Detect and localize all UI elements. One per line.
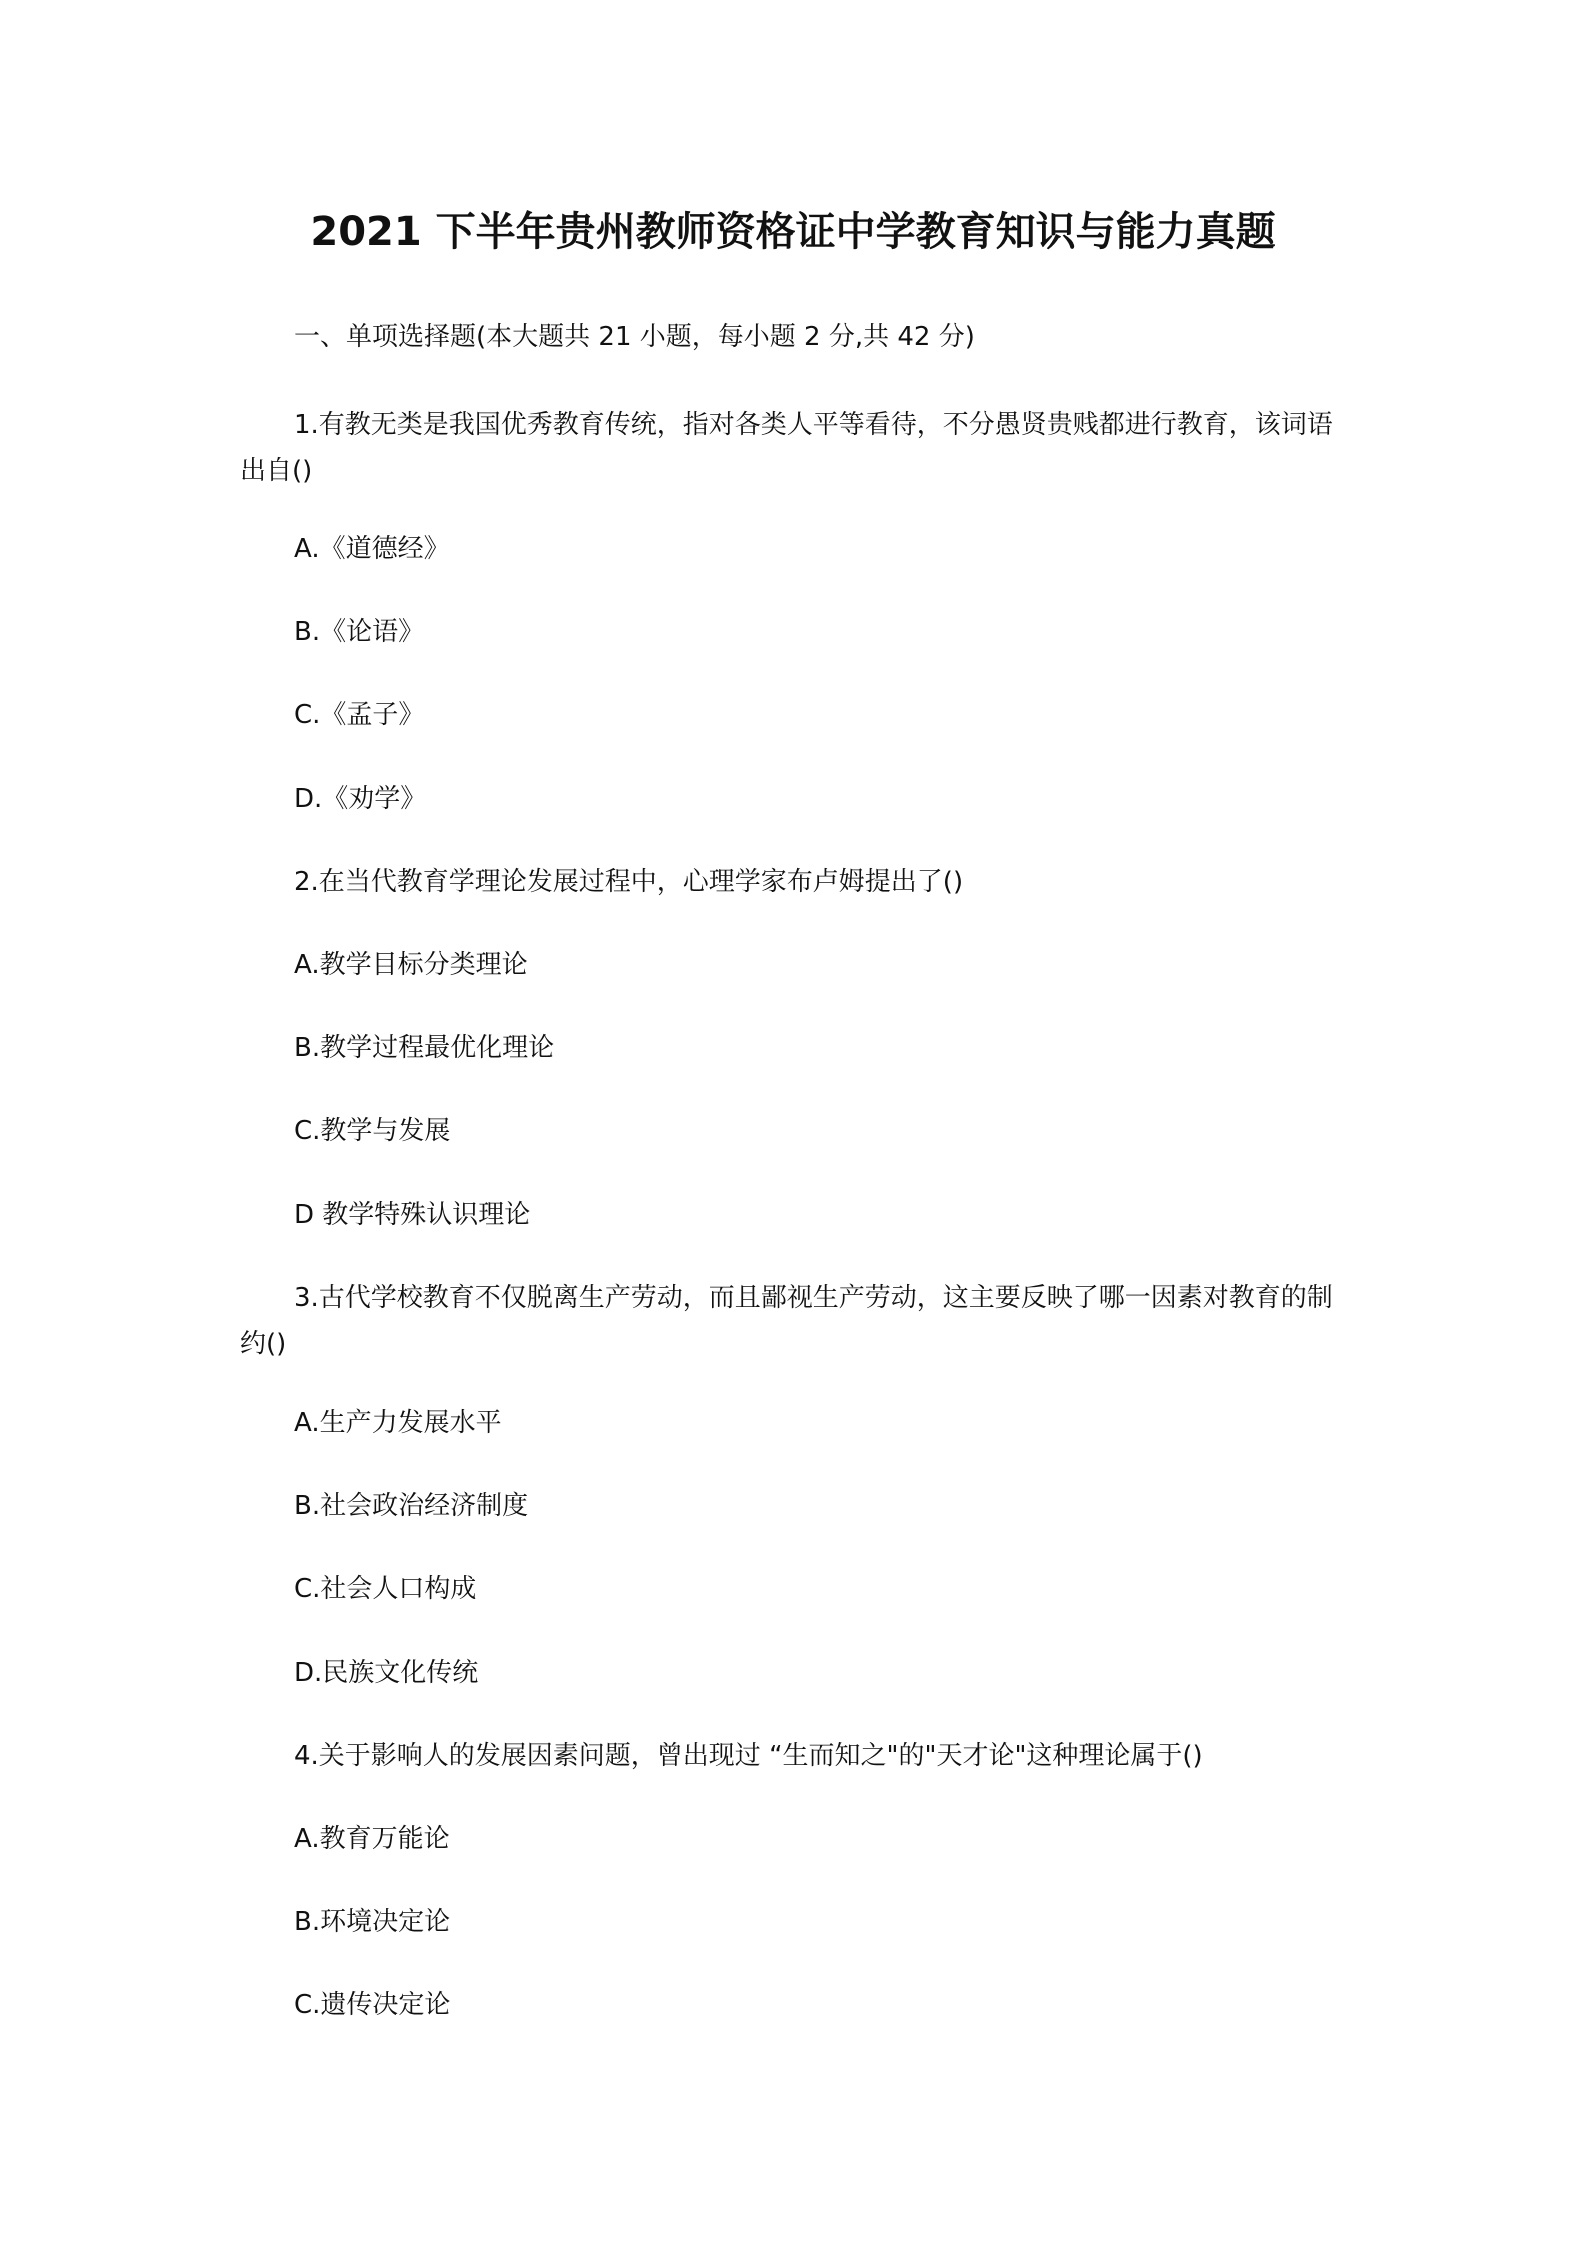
question-2-option-c: C.教学与发展 (294, 1116, 451, 1146)
question-4-option-b: B.环境决定论 (294, 1907, 451, 1937)
question-3-option-a: A.生产力发展水平 (294, 1408, 502, 1438)
question-1-stem: 1.有教无类是我国优秀教育传统，指对各类人平等看待，不分愚贤贵贱都进行教育，该词语出自() (240, 410, 1333, 486)
question-4-option-a: A.教育万能论 (294, 1824, 450, 1854)
section-heading: 一、单项选择题(本大题共 21 小题，每小题 2 分,共 42 分) (294, 322, 975, 352)
question-2-option-b: B.教学过程最优化理论 (294, 1033, 555, 1063)
question-3-stem: 3.古代学校教育不仅脱离生产劳动，而且鄙视生产劳动，这主要反映了哪一因素对教育的制约() (240, 1283, 1333, 1359)
question-2-stem: 2.在当代教育学理论发展过程中，心理学家布卢姆提出了() (294, 867, 964, 897)
question-1-option-b: B.《论语》 (294, 617, 425, 647)
question-4-option-c: C.遗传决定论 (294, 1990, 451, 2020)
question-1-option-a: A.《道德经》 (294, 534, 450, 564)
question-2-option-d: D 教学特殊认识理论 (294, 1200, 531, 1230)
question-2-option-a: A.教学目标分类理论 (294, 950, 528, 980)
document-title: 2021 下半年贵州教师资格证中学教育知识与能力真题 (310, 209, 1276, 255)
question-3-option-d: D.民族文化传统 (294, 1658, 479, 1688)
question-3-option-b: B.社会政治经济制度 (294, 1491, 529, 1521)
question-1-option-c: C.《孟子》 (294, 700, 425, 730)
question-3-option-c: C.社会人口构成 (294, 1574, 477, 1604)
question-1-option-d: D.《劝学》 (294, 784, 427, 814)
question-4-stem: 4.关于影响人的发展因素问题，曾出现过 “生而知之"的"天才论"这种理论属于() (294, 1741, 1203, 1771)
